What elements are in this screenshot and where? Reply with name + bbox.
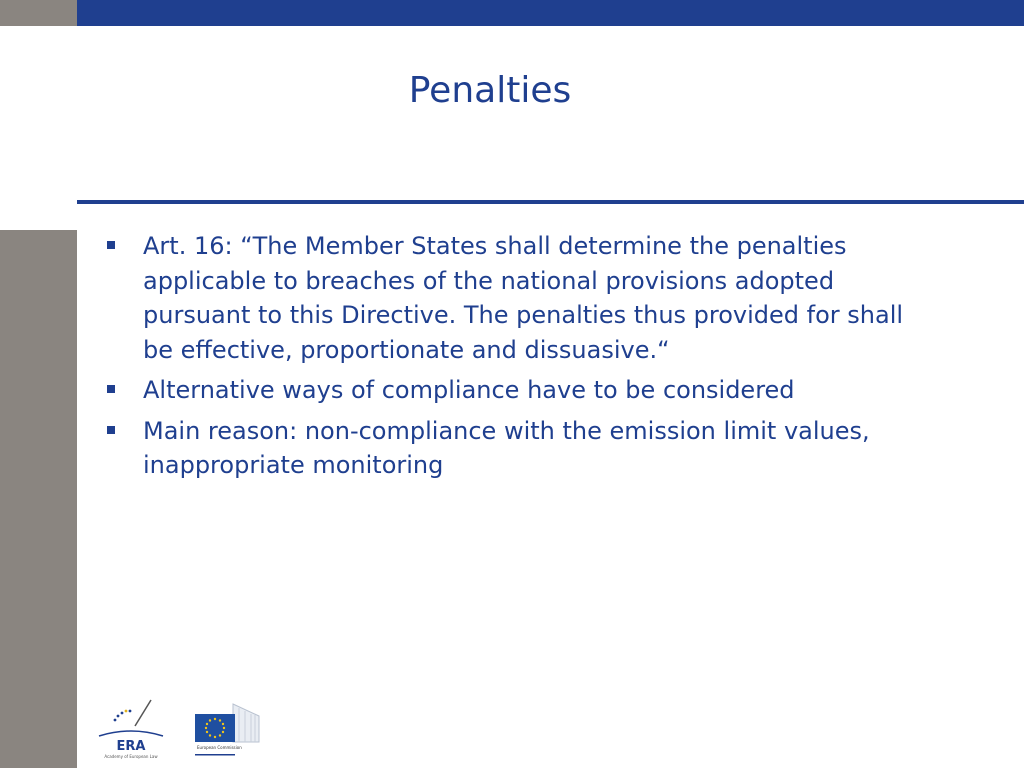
square-bullet-icon [107,385,115,393]
bullet-text: Alternative ways of compliance have to be considered [143,376,795,404]
bullet-list [103,229,933,489]
square-bullet-icon [107,241,115,249]
era-logo [95,698,167,760]
svg-text:ERA: ERA [116,739,146,754]
bullet-item [103,373,933,408]
european-commission-logo [189,702,261,758]
footer-logos [95,698,275,762]
bullet-item [103,414,933,483]
title-divider [77,200,1024,204]
bullet-item [103,229,933,367]
slide-title: Penalties [408,70,572,111]
top-bar-gray [0,0,77,26]
top-bar-blue [77,0,1024,26]
bullet-text: Main reason: non-compliance with the emission limit values, inappropriate monitoring [143,416,870,479]
bullet-text: Art. 16: “The Member States shall determine the penalties applicable to breaches of the national provisions adopted pursuant to this Directive. The penalties thus provided for shall be effective, proportionate and dissuasive.“ [143,232,904,364]
svg-text:Academy of European Law: Academy of European Law [104,754,158,759]
square-bullet-icon [107,426,115,434]
svg-text:European Commission: European Commission [197,745,242,750]
side-bar [0,230,77,768]
